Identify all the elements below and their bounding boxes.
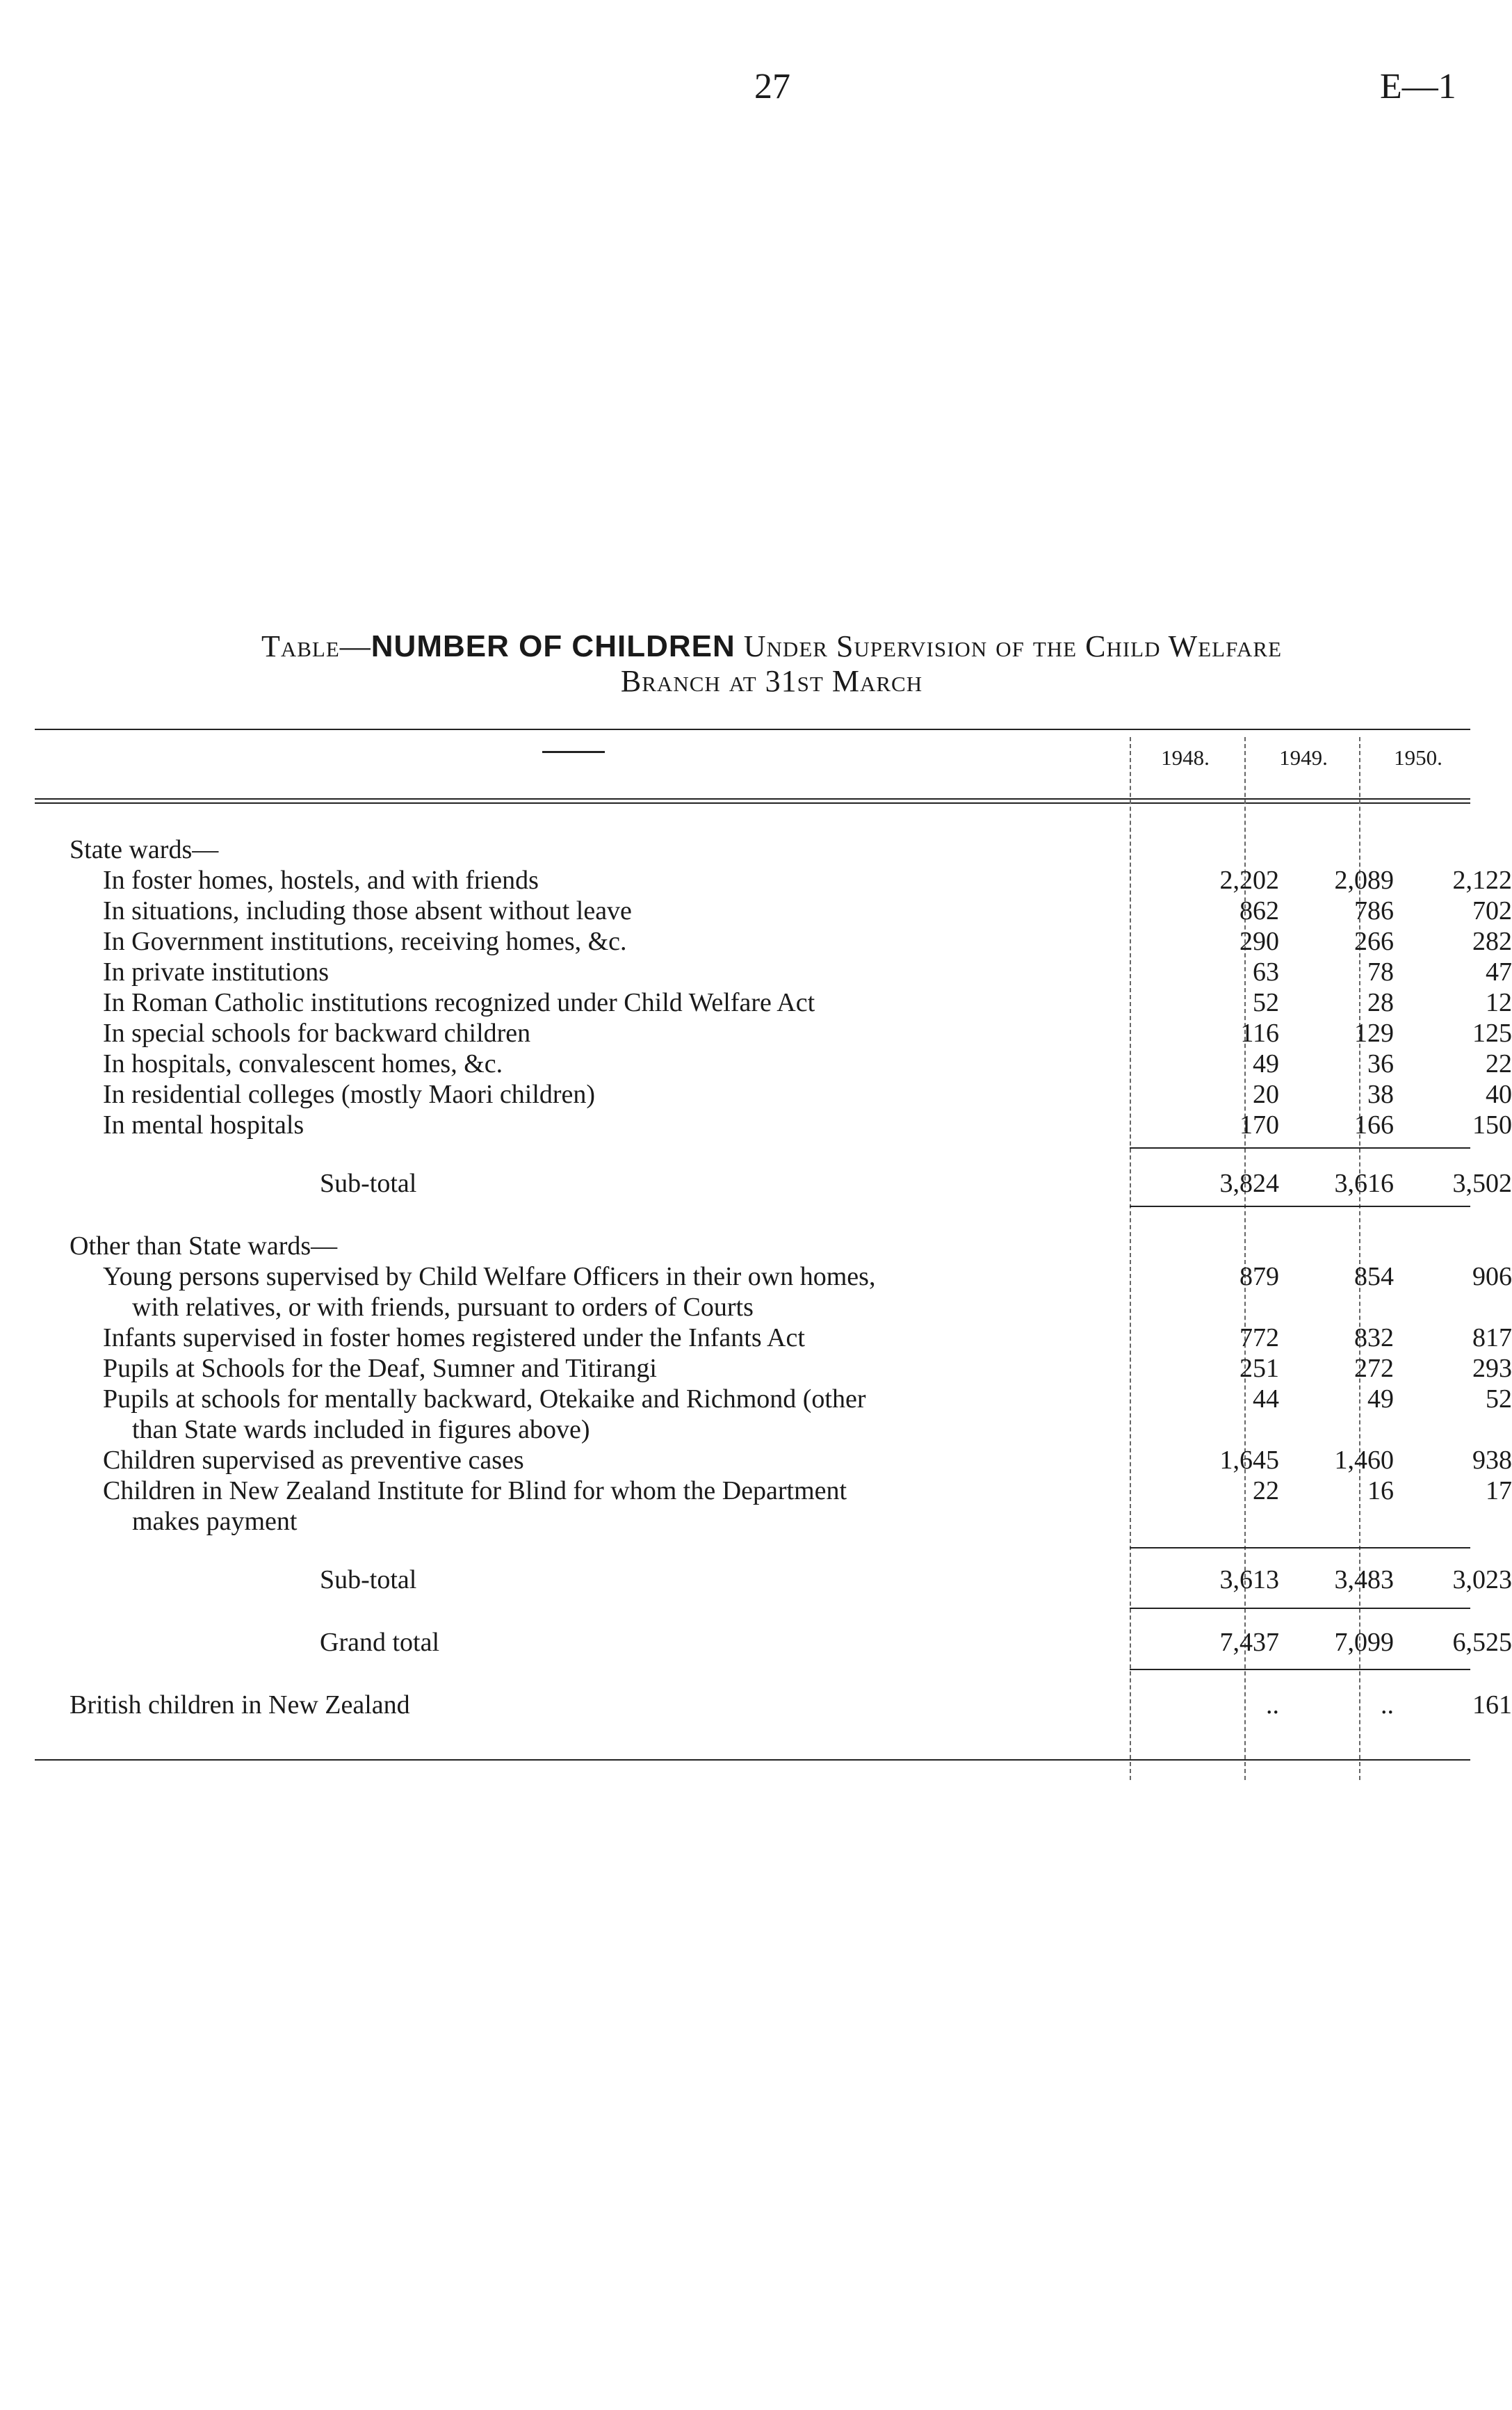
table-row: In private institutions 63 78 47 <box>103 957 1512 987</box>
table-row: Pupils at Schools for the Deaf, Sumner and Titirangi 251 272 293 <box>103 1354 1512 1383</box>
header-dash <box>542 751 605 753</box>
title-bold: NUMBER OF CHILDREN <box>371 629 735 663</box>
table-row: In hospitals, convalescent homes, &c. 49 36 22 <box>103 1049 1512 1078</box>
other-wards-heading: Other than State wards— <box>70 1231 338 1261</box>
year-1950: 1950. <box>1394 745 1442 770</box>
table-title <box>70 629 1474 699</box>
year-1949: 1949. <box>1279 745 1328 770</box>
table-row: In mental hospitals 170 166 150 <box>103 1110 1512 1140</box>
table-row: In foster homes, hostels, and with friends 2,202 2,089 2,122 <box>103 866 1512 895</box>
page-number: 27 <box>754 67 790 106</box>
grand-total-rule <box>1130 1669 1470 1670</box>
grand-total-rule <box>1130 1608 1470 1609</box>
table-row-continuation: with relatives, or with friends, pursuant to orders of Courts <box>132 1293 754 1322</box>
table-row: Young persons supervised by Child Welfare Officers in their own homes, 879 854 906 <box>103 1262 1512 1291</box>
bottom-rule <box>35 1759 1470 1761</box>
table-row: In Government institutions, receiving homes, &c. 290 266 282 <box>103 927 1512 956</box>
year-1948: 1948. <box>1161 745 1210 770</box>
subtotal-rule <box>1130 1547 1470 1548</box>
table-row: In residential colleges (mostly Maori children) 20 38 40 <box>103 1080 1512 1109</box>
subtotal-rule <box>1130 1206 1470 1207</box>
table-row: Pupils at schools for mentally backward, Otekaike and Richmond (other 44 49 52 <box>103 1384 1512 1414</box>
table-row: In situations, including those absent without leave 862 786 702 <box>103 896 1512 925</box>
subtotal-row: Sub-total 3,824 3,616 3,502 <box>320 1169 1512 1198</box>
table-row: Children supervised as preventive cases 1,645 1,460 938 <box>103 1446 1512 1475</box>
title-line1-rest: Under Supervision of the Child Welfare <box>735 629 1283 663</box>
british-children-row: British children in New Zealand .. .. 161 <box>70 1690 1512 1720</box>
header-rule <box>35 798 1470 804</box>
grand-total-row: Grand total 7,437 7,099 6,525 <box>320 1628 1512 1657</box>
table-row-continuation: makes payment <box>132 1507 298 1536</box>
state-wards-heading: State wards— <box>70 835 219 864</box>
subtotal-row: Sub-total 3,613 3,483 3,023 <box>320 1565 1512 1594</box>
title-line2: Branch at 31st March <box>620 664 923 698</box>
table-row: Children in New Zealand Institute for Blind for whom the Department 22 16 17 <box>103 1476 1512 1505</box>
table-row: Infants supervised in foster homes registered under the Infants Act 772 832 817 <box>103 1323 1512 1352</box>
top-rule <box>35 729 1470 730</box>
title-prefix: Table— <box>261 629 371 663</box>
table-row: In Roman Catholic institutions recognized under Child Welfare Act 52 28 12 <box>103 988 1512 1017</box>
page-code: E—1 <box>1380 67 1456 106</box>
table-row-continuation: than State wards included in figures above) <box>132 1415 590 1444</box>
table-row: In special schools for backward children 116 129 125 <box>103 1019 1512 1048</box>
subtotal-rule <box>1130 1147 1470 1149</box>
